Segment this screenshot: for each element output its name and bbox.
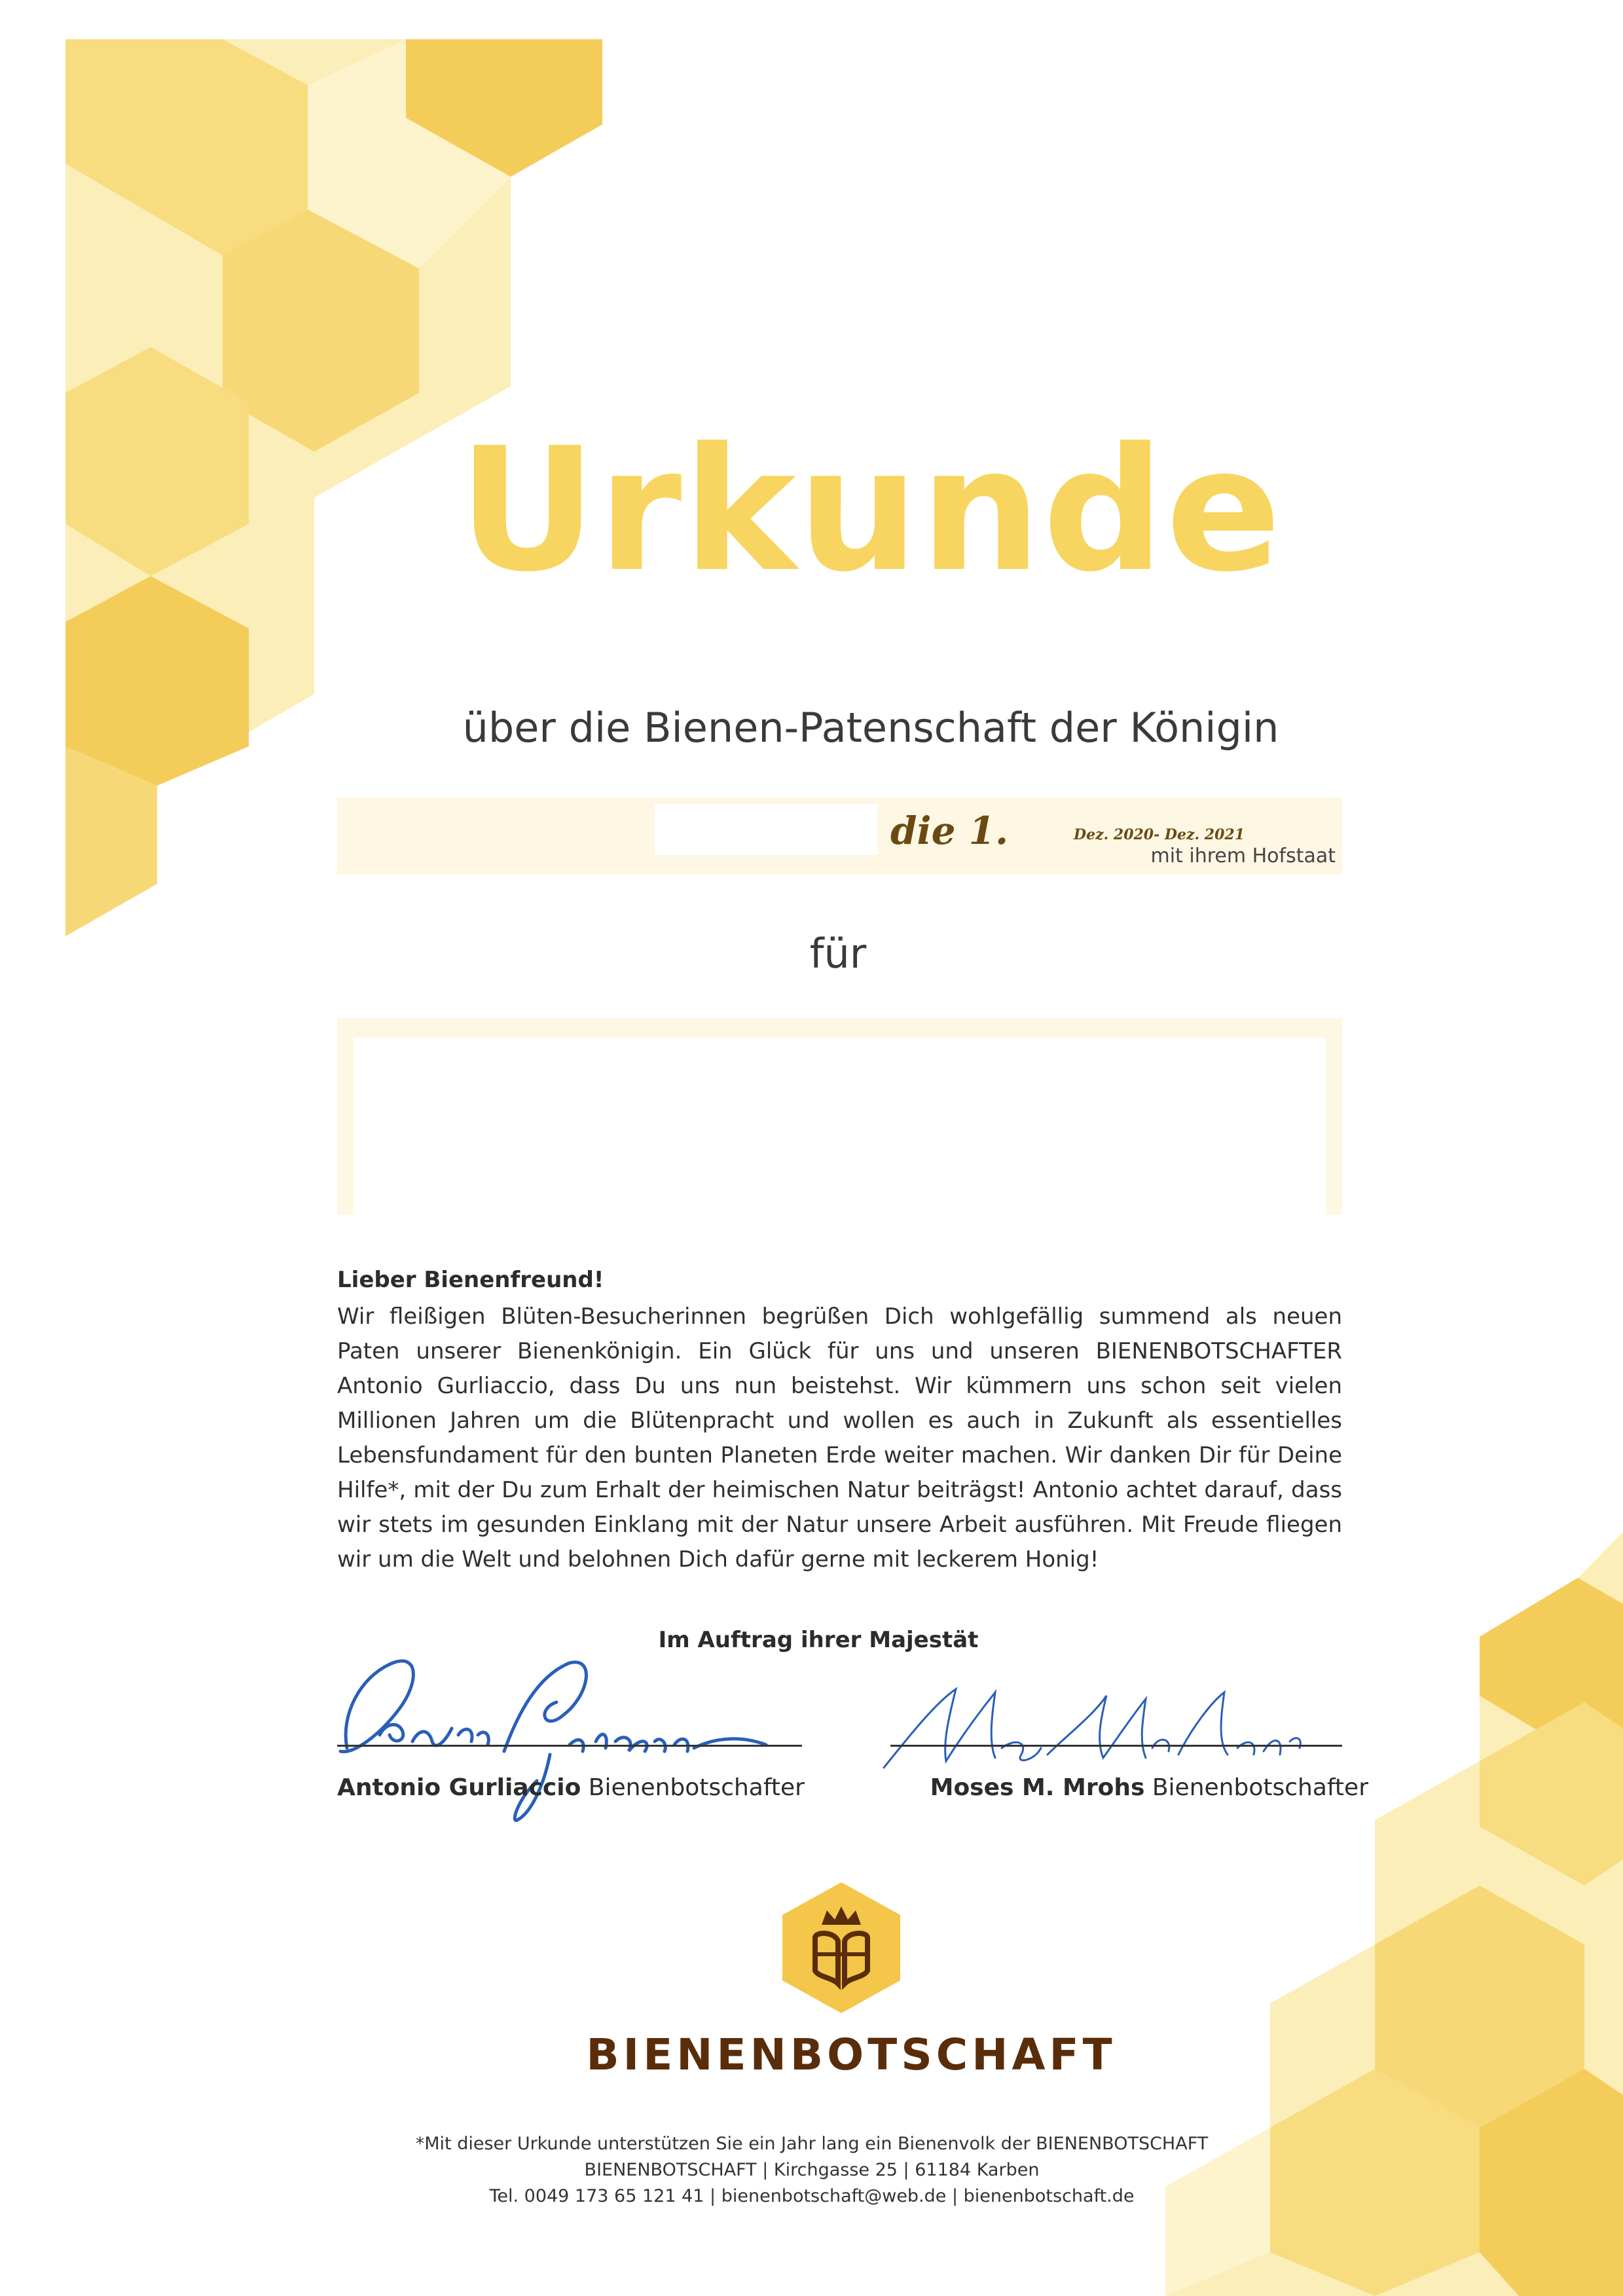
footer-address: BIENENBOTSCHAFT | Kirchgasse 25 | 61184 Karben (584, 2160, 1040, 2180)
signer-2-role: Bienenbotschafter (1152, 1774, 1368, 1801)
signature-moses (871, 1676, 1316, 1781)
signature-line-1 (337, 1745, 802, 1747)
letter-body: Wir fleißigen Blüten-Besucherinnen begrüßen Dich wohlgefällig summend als neuen Paten unserer Bienenkönigin. Ein Glück für uns und unseren BIENENBOTSCHAFTER Antonio Gurliaccio, dass Du uns nun beistehst. Wir kümmern uns schon seit vielen Millionen Jahren um die Blütenpracht und wollen es auch in Zukunft als essentielles Lebensfundament für den bunten Planeten Erde weiter machen. Wir danken Dir für Deine Hilfe*, mit der Du zum Erhalt der heimischen Natur beiträgst! Antonio achtet darauf, dass wir stets im gesunden Einklang mit der Natur unsere Arbeit ausführen. Mit Freude fliegen wir um die Welt und belohnen Dich dafür gerne mit leckerem Honig! (337, 1303, 1342, 1573)
sponsorship-period: Dez. 2020- Dez. 2021 (1074, 826, 1245, 843)
signer-2-name: Moses M. Mrohs (930, 1774, 1145, 1801)
redacted-area (655, 804, 877, 855)
letter-heading: Lieber Bienenfreund! (337, 1267, 604, 1293)
signature-antonio (321, 1637, 818, 1833)
signer-1-role: Bienenbotschafter (588, 1774, 805, 1801)
certificate-title: Urkunde (458, 412, 1283, 610)
signer-1 (337, 1774, 861, 1801)
redacted-area (354, 1038, 1326, 1218)
certificate-subtitle: über die Bienen-Patenschaft der Königin (462, 704, 1279, 752)
footer-note: *Mit dieser Urkunde unterstützen Sie ein Jahr lang ein Bienenvolk der BIENENBOTSCHAFT (415, 2134, 1209, 2154)
signer-2 (910, 1774, 1368, 1801)
footer-contact: Tel. 0049 173 65 121 41 | bienenbotschaft@web.de | bienenbotschaft.de (489, 2186, 1135, 2206)
crowned-bee-hexagon-icon (776, 1879, 907, 2016)
footer (288, 2131, 1336, 2210)
hofstaat-label: mit ihrem Hofstaat (1150, 845, 1336, 867)
for-label: für (809, 930, 867, 977)
mandate-label: Im Auftrag ihrer Majestät (658, 1627, 979, 1653)
queen-name: die 1. (890, 809, 1009, 853)
signer-1-name: Antonio Gurliaccio (337, 1774, 581, 1801)
signature-line-2 (890, 1745, 1342, 1747)
brand-name: BIENENBOTSCHAFT (586, 2030, 1116, 2080)
